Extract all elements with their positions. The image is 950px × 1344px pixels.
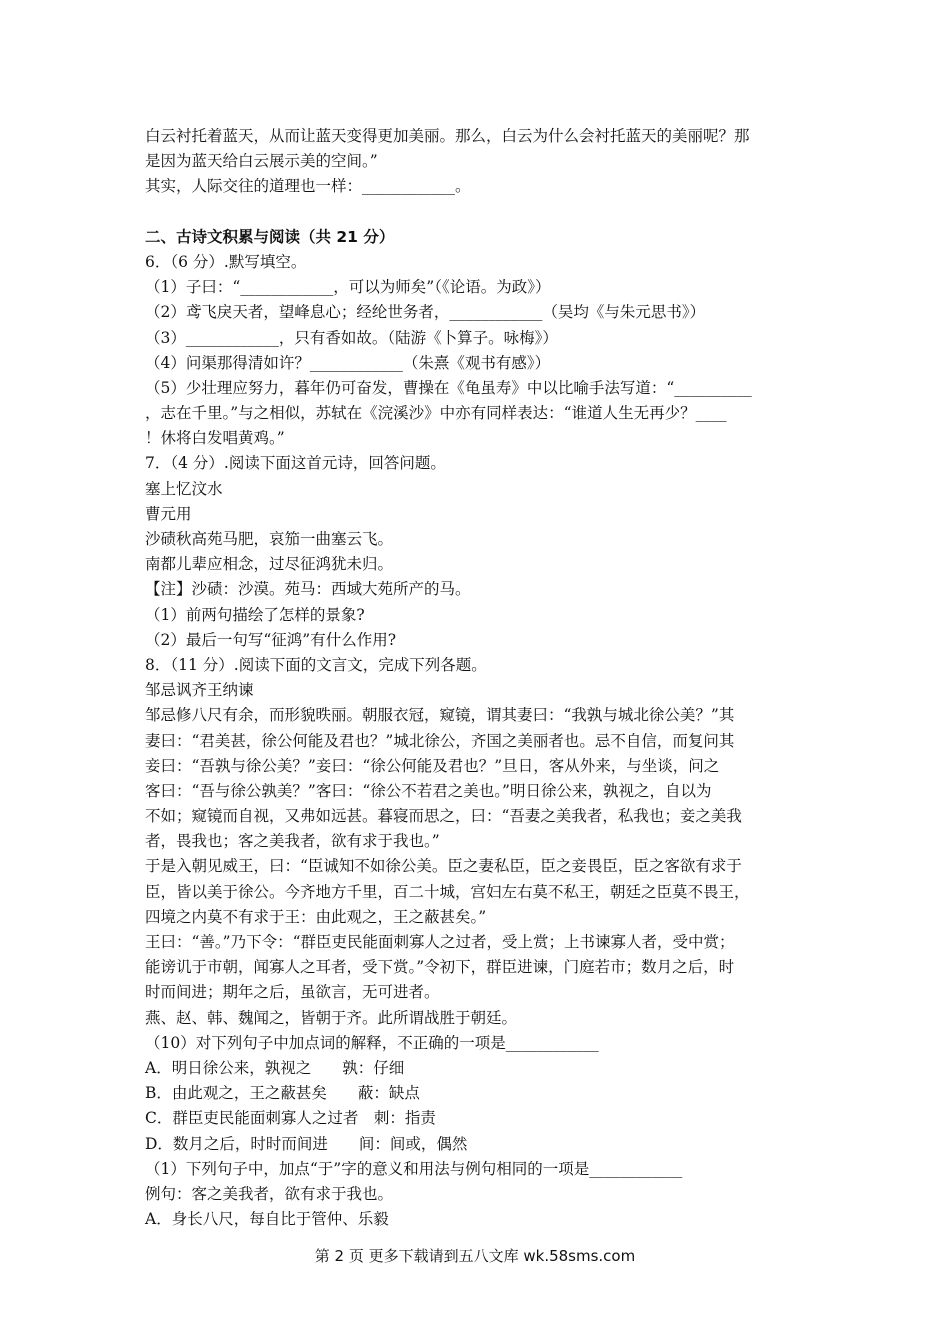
text-line: （3）____________，只有香如故。（陆游《卜算子。咏梅》） [145, 328, 558, 347]
text-line: ！休将白发唱黄鸡。” [145, 429, 285, 448]
option-a: A．明日徐公来，孰视之 孰：仔细 [145, 1058, 405, 1077]
text-line: 其实，人际交往的道理也一样：____________。 [145, 177, 471, 196]
passage-line: 不如；窥镜而自视，又弗如远甚。暮寝而思之，曰：“吾妻之美我者，私我也；妾之美我 [145, 807, 742, 826]
poem-title: 塞上忆汶水 [145, 479, 223, 498]
poem-note: 【注】沙碛：沙漠。苑马：西域大苑所产的马。 [145, 580, 471, 599]
passage-line: 于是入朝见威王，曰：“臣诚知不如徐公美。臣之妻私臣，臣之妾畏臣，臣之客欲有求于 [145, 857, 742, 876]
passage-line: 妻曰：“君美甚，徐公何能及君也？”城北徐公，齐国之美丽者也。忌不自信，而复问其 [145, 731, 735, 750]
page-footer: 第 2 页 更多下载请到五八文库 wk.58sms.com [314, 1247, 636, 1265]
text-line: 是因为蓝天给白云展示美的空间。” [145, 152, 378, 171]
passage-title: 邹忌讽齐王纳谏 [145, 681, 254, 700]
passage-line: 王曰：“善。”乃下令：“群臣吏民能面刺寡人之过者，受上赏；上书谏寡人者，受中赏； [145, 933, 735, 951]
passage-line: 四境之内莫不有求于王：由此观之，王之蔽甚矣。” [145, 907, 487, 926]
text-line: （1）前两句描绘了怎样的景象? [145, 605, 365, 624]
option-b: B．由此观之，王之蔽甚矣 蔽：缺点 [145, 1084, 420, 1103]
option-a: A．身长八尺，每自比于管仲、乐毅 [145, 1210, 389, 1229]
question-8-title: 8．（11 分）.阅读下面的文言文，完成下列各题。 [145, 655, 487, 674]
passage-line: 邹忌修八尺有余，而形貌昳丽。朝服衣冠，窥镜，谓其妻曰：“我孰与城北徐公美？”其 [145, 706, 735, 725]
poem-author: 曹元用 [145, 504, 192, 523]
passage-line: 臣，皆以美于徐公。今齐地方千里，百二十城，宫妇左右莫不私王，朝廷之臣莫不畏王， [145, 882, 750, 901]
passage-line: 能谤讥于市朝，闻寡人之耳者，受下赏。”令初下，群臣进谏，门庭若市；数月之后，时 [145, 958, 735, 977]
text-line: （4）问渠那得清如许？____________（朱熹《观书有感》） [145, 353, 551, 372]
passage-line: 妾曰：“吾孰与徐公美？”妾曰：“徐公何能及君也？”旦日，客从外来，与坐谈，问之 [145, 756, 720, 775]
text-line: （10）对下列句子中加点词的解释，不正确的一项是____________ [145, 1033, 599, 1052]
text-line: ，志在千里。”与之相似，苏轼在《浣溪沙》中亦有同样表达：“谁道人生无再少？____ [145, 404, 727, 423]
text-line: 例句：客之美我者，欲有求于我也。 [145, 1184, 394, 1203]
blank-line [145, 200, 805, 225]
question-6-title: 6．（6 分）.默写填空。 [145, 252, 307, 271]
option-d: D．数月之后，时时而间进 间：间或，偶然 [145, 1134, 468, 1153]
passage-line: 时而间进；期年之后，虽欲言，无可进者。 [145, 983, 440, 1002]
section-heading: 二、古诗文积累与阅读（共 21 分） [145, 227, 395, 246]
poem-line: 南都儿辈应相念，过尽征鸿犹未归。 [145, 555, 394, 574]
document-body [145, 124, 805, 1232]
text-line: 白云衬托着蓝天，从而让蓝天变得更加美丽。那么，白云为什么会衬托蓝天的美丽呢？那 [145, 127, 750, 145]
passage-line: 燕、赵、韩、魏闻之，皆朝于齐。此所谓战胜于朝廷。 [145, 1008, 518, 1027]
text-line: （1）下列句子中，加点“于”字的意义和用法与例句相同的一项是____________ [145, 1159, 683, 1178]
question-7-title: 7．（4 分）.阅读下面这首元诗，回答问题。 [145, 454, 446, 473]
poem-line: 沙碛秋高苑马肥，哀笳一曲塞云飞。 [145, 530, 394, 548]
passage-line: 者，畏我也；客之美我者，欲有求于我也。” [145, 832, 440, 851]
text-line: （2）鸢飞戾天者，望峰息心；经纶世务者，____________（吴均《与朱元思书》） [145, 303, 706, 322]
text-line: （2）最后一句写“征鸿”有什么作用? [145, 630, 397, 649]
text-line: （1）子曰：“____________，可以为师矣”（《论语。为政》） [145, 278, 551, 297]
text-line: （5）少壮理应努力，暮年仍可奋发，曹操在《龟虽寿》中以比喻手法写道：“__________ [145, 378, 752, 397]
option-c: C．群臣吏民能面刺寡人之过者 刺：指责 [145, 1109, 436, 1128]
passage-line: 客曰：“吾与徐公孰美？”客曰：“徐公不若君之美也。”明日徐公来，孰视之，自以为 [145, 781, 712, 800]
